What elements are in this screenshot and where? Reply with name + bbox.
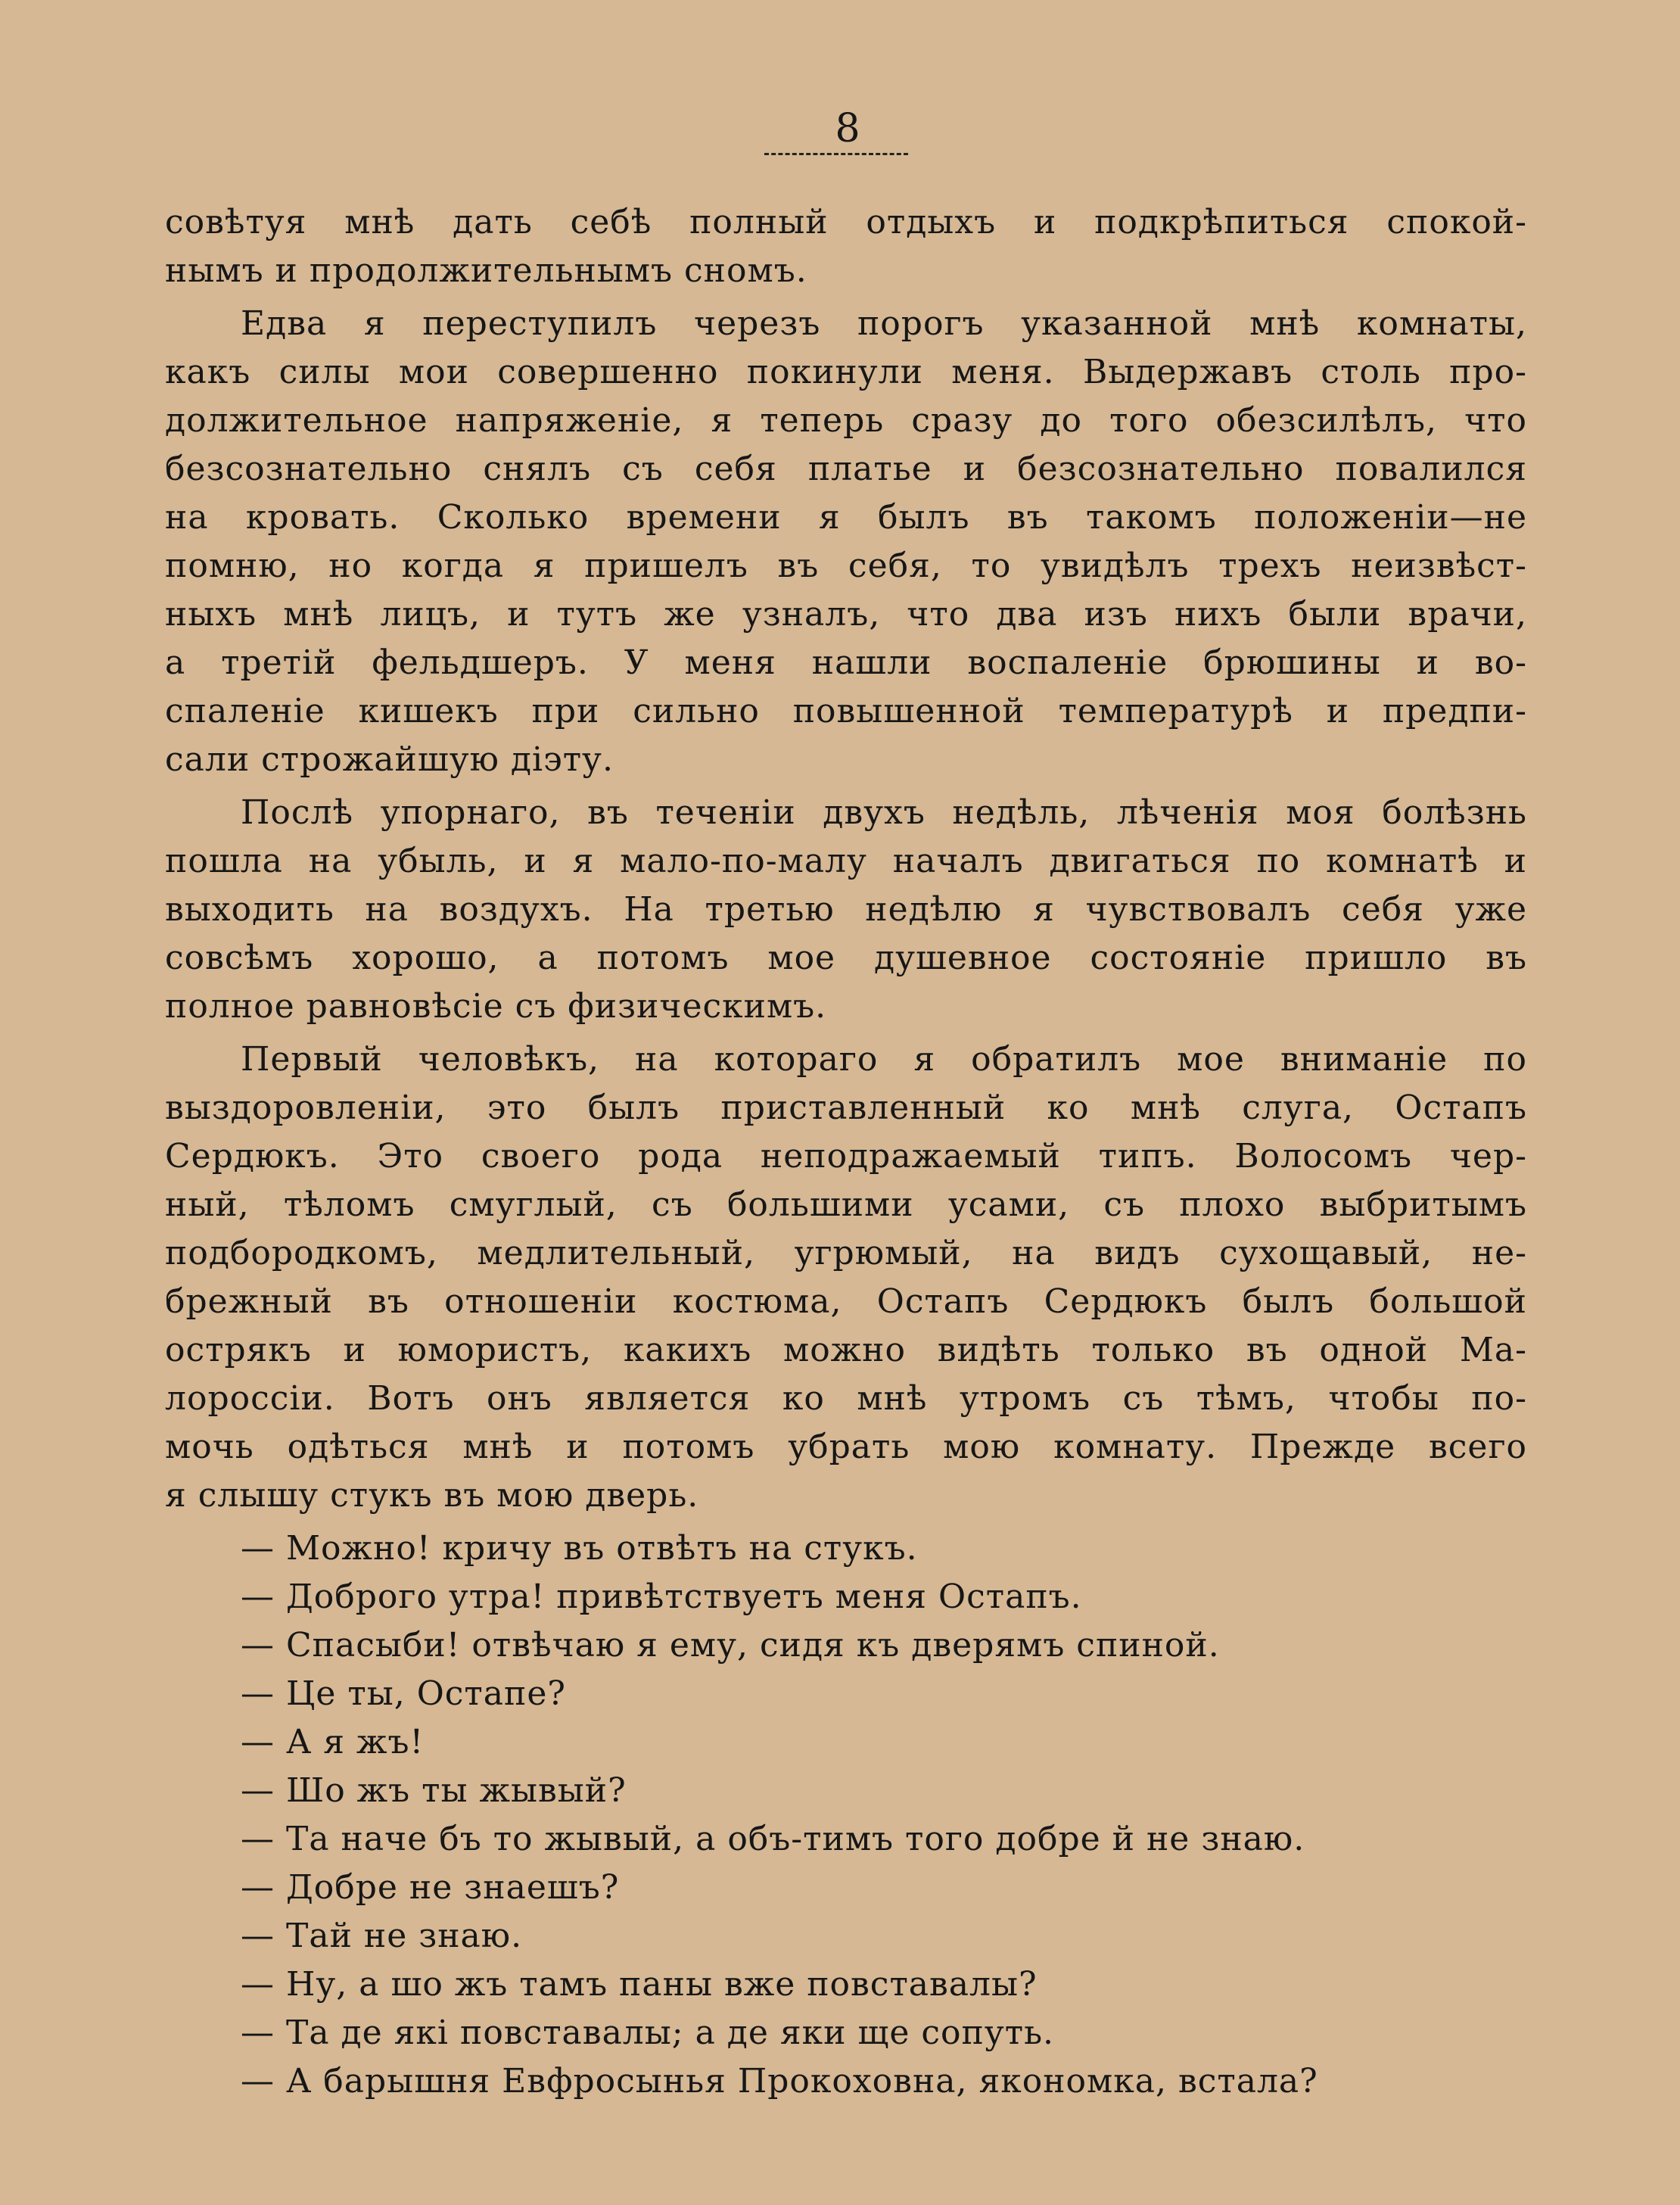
dialogue-line: — Спасыби! отвѣчаю я ему, сидя къ дверямъ спиной. [241,1626,1220,1665]
header-rule [764,153,908,155]
text-line: нымъ и продолжительнымъ сномъ. [165,251,807,290]
page-number: 8 [835,106,860,151]
text-line: ныхъ мнѣ лицъ, и тутъ же узналъ, что два изъ нихъ были врачи, [165,595,1527,634]
text-line: ный, тѣломъ смуглый, съ большими усами, съ плохо выбритымъ [165,1185,1527,1224]
dialogue-line: — Доброго утра! привѣтствуетъ меня Остапъ. [241,1577,1082,1616]
text-line: на кровать. Сколько времени я былъ въ такомъ положеніи—не [165,498,1527,537]
text-line: а третій фельдшеръ. У меня нашли воспаленіе брюшины и во- [165,643,1527,682]
text-line: я слышу стукъ въ мою дверь. [165,1476,699,1515]
dialogue-line: — Шо жъ ты жывый? [241,1771,627,1810]
paragraph [165,300,1527,784]
dialogue-line: — Тай не знаю. [241,1917,523,1955]
dialogue-lines [165,1525,1527,2106]
dialogue-line: — А барышня Евфросынья Прокоховна, якономка, встала? [241,2062,1318,2101]
text-line: совсѣмъ хорошо, а потомъ мое душевное состояніе пришло въ [165,939,1527,977]
text-line: пошла на убыль, и я мало-по-малу началъ двигаться по комнатѣ и [165,842,1527,880]
text-line: выходить на воздухъ. На третью недѣлю я чувствовалъ себя уже [165,890,1527,929]
dialogue-line: — А я жъ! [241,1723,425,1761]
dialogue-line: — Це ты, Остапе? [241,1674,566,1713]
text-line: сали строжайшую діэту. [165,740,614,779]
dialogue-line: — Та де які повставалы; а де яки ще сопуть. [241,2013,1055,2052]
dialogue-line: — Добре не знаешъ? [241,1868,620,1907]
text-line: лороссіи. Вотъ онъ является ко мнѣ утромъ съ тѣмъ, чтобы по- [165,1379,1527,1418]
text-line: полное равновѣсіе съ физическимъ. [165,987,827,1026]
text-line: какъ силы мои совершенно покинули меня. Выдержавъ столь про- [165,353,1527,391]
text-line: совѣтуя мнѣ дать себѣ полный отдыхъ и подкрѣпиться спокой- [165,203,1527,241]
text-line: Первый человѣкъ, на котораго я обратилъ мое вниманіе по [241,1040,1527,1079]
paragraph [165,789,1527,1031]
text-line: помню, но когда я пришелъ въ себя, то увидѣлъ трехъ неизвѣст- [165,547,1527,585]
text-line: выздоровленіи, это былъ приставленный ко мнѣ слуга, Остапъ [165,1088,1527,1127]
dialogue-line: — Та наче бъ то жывый, а объ-тимъ того добре й не знаю. [241,1820,1305,1858]
text-line: Едва я переступилъ черезъ порогъ указанной мнѣ комнаты, [241,304,1527,343]
text-line: должительное напряженіе, я теперь сразу до того обезсилѣлъ, что [165,401,1527,440]
body-text [165,198,1527,2106]
text-line: Послѣ упорнаго, въ теченіи двухъ недѣль, лѣченія моя болѣзнь [241,793,1527,832]
dialogue-line: — Можно! кричу въ отвѣтъ на стукъ. [241,1529,918,1568]
text-line: спаленіе кишекъ при сильно повышенной температурѣ и предпи- [165,692,1527,730]
text-line: мочь одѣться мнѣ и потомъ убрать мою комнату. Прежде всего [165,1428,1527,1466]
text-line: безсознательно снялъ съ себя платье и безсознательно повалился [165,450,1527,488]
text-line: Сердюкъ. Это своего рода неподражаемый типъ. Волосомъ чер- [165,1137,1527,1176]
text-line: брежный въ отношеніи костюма, Остапъ Сердюкъ былъ большой [165,1282,1527,1321]
paragraph [165,198,1527,295]
dialogue-line: — Ну, а шо жъ тамъ паны вже повставалы? [241,1965,1038,2004]
paragraph [165,1036,1527,1520]
text-line: острякъ и юмористъ, какихъ можно видѣть только въ одной Ма- [165,1331,1527,1369]
paragraphs [165,198,1527,1525]
text-line: подбородкомъ, медлительный, угрюмый, на видъ сухощавый, не- [165,1234,1527,1272]
